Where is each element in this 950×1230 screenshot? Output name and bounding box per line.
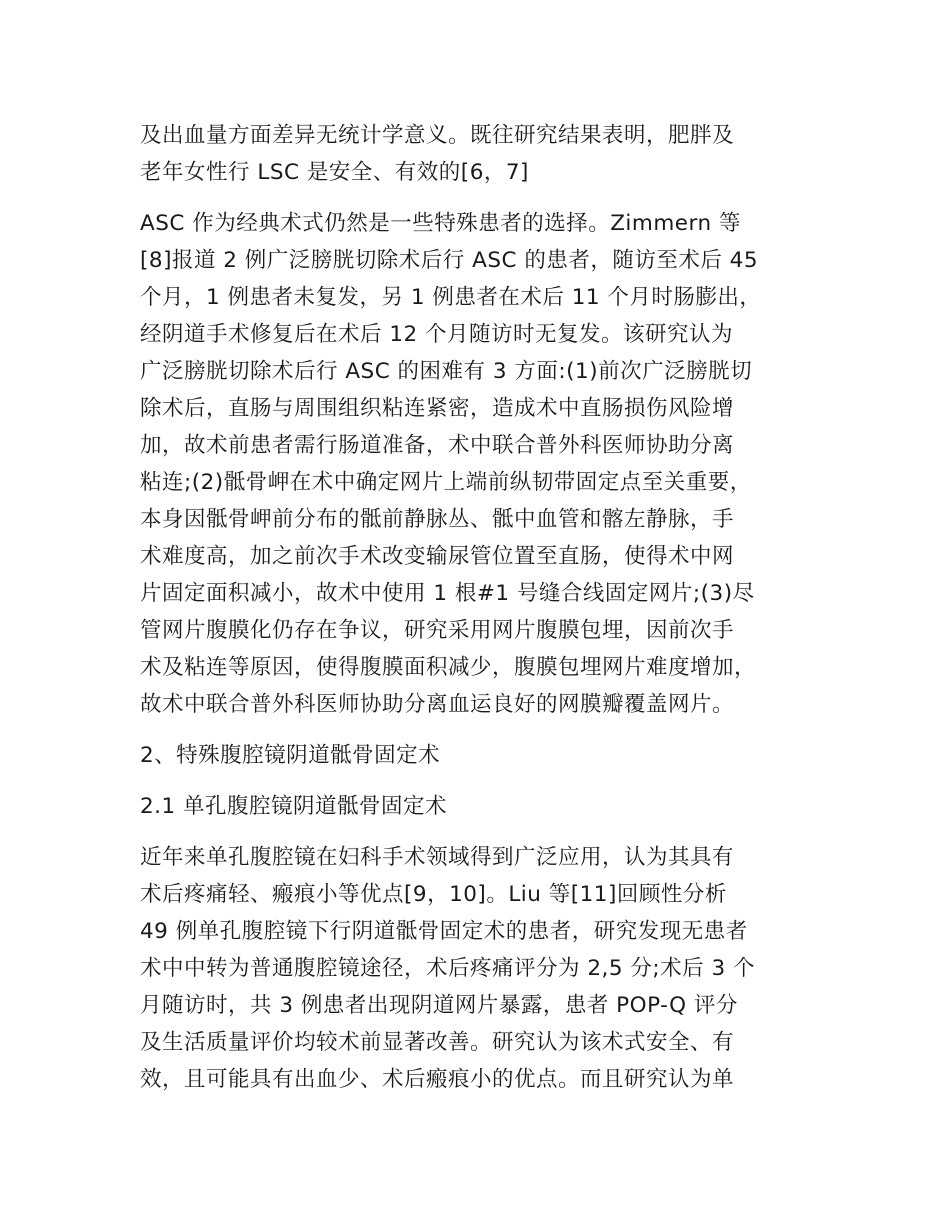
body-paragraph xyxy=(140,205,820,723)
document-page xyxy=(140,117,820,1112)
paragraph-line: 49 例单孔腹腔镜下行阴道骶骨固定术的患者，研究发现无患者 xyxy=(140,919,748,944)
heading-text: 2.1 单孔腹腔镜阴道骶骨固定术 xyxy=(140,794,448,819)
paragraph-line: 加，故术前患者需行肠道准备，术中联合普外科医师协助分离 xyxy=(140,433,735,458)
paragraph-line: 粘连;(2)骶骨岬在术中确定网片上端前纵韧带固定点至关重要， xyxy=(140,470,752,495)
paragraph-line: ASC 作为经典术式仍然是一些特殊患者的选择。Zimmern 等 xyxy=(140,211,741,236)
paragraph-line: [8]报道 2 例广泛膀胱切除术后行 ASC 的患者，随访至术后 45 xyxy=(140,248,759,273)
section-heading xyxy=(140,788,820,825)
body-paragraph xyxy=(140,117,820,191)
paragraph-line: 片固定面积减小，故术中使用 1 根#1 号缝合线固定网片;(3)尽 xyxy=(140,581,755,606)
paragraph-line: 个月，1 例患者未复发，另 1 例患者在术后 11 个月时肠膨出， xyxy=(140,285,762,310)
paragraph-line: 术难度高，加之前次手术改变输尿管位置至直肠，使得术中网 xyxy=(140,544,735,569)
paragraph-line: 术及粘连等原因，使得腹膜面积减少，腹膜包埋网片难度增加， xyxy=(140,655,757,680)
section-heading xyxy=(140,737,820,774)
paragraph-line: 管网片腹膜化仍存在争议，研究采用网片腹膜包埋，因前次手 xyxy=(140,618,735,643)
body-paragraph xyxy=(140,839,820,1098)
paragraph-line: 本身因骶骨岬前分布的骶前静脉丛、骶中血管和髂左静脉，手 xyxy=(140,507,735,532)
paragraph-line: 近年来单孔腹腔镜在妇科手术领域得到广泛应用，认为其具有 xyxy=(140,845,735,870)
paragraph-line: 月随访时，共 3 例患者出现阴道网片暴露，患者 POP-Q 评分 xyxy=(140,993,738,1018)
paragraph-line: 广泛膀胱切除术后行 ASC 的困难有 3 方面:(1)前次广泛膀胱切 xyxy=(140,359,753,384)
paragraph-line: 术后疼痛轻、瘢痕小等优点[9，10]。Liu 等[11]回顾性分析 xyxy=(140,882,727,907)
heading-text: 2、特殊腹腔镜阴道骶骨固定术 xyxy=(140,743,441,768)
paragraph-line: 及出血量方面差异无统计学意义。既往研究结果表明，肥胖及 xyxy=(140,123,735,148)
paragraph-line: 术中中转为普通腹腔镜途径，术后疼痛评分为 2,5 分;术后 3 个 xyxy=(140,956,755,981)
paragraph-line: 老年女性行 LSC 是安全、有效的[6，7] xyxy=(140,160,529,185)
paragraph-line: 效，且可能具有出血少、术后瘢痕小的优点。而且研究认为单 xyxy=(140,1067,735,1092)
paragraph-line: 及生活质量评价均较术前显著改善。研究认为该术式安全、有 xyxy=(140,1030,735,1055)
paragraph-line: 故术中联合普外科医师协助分离血运良好的网膜瓣覆盖网片。 xyxy=(140,692,735,717)
paragraph-line: 除术后，直肠与周围组织粘连紧密，造成术中直肠损伤风险增 xyxy=(140,396,735,421)
paragraph-line: 经阴道手术修复后在术后 12 个月随访时无复发。该研究认为 xyxy=(140,322,734,347)
